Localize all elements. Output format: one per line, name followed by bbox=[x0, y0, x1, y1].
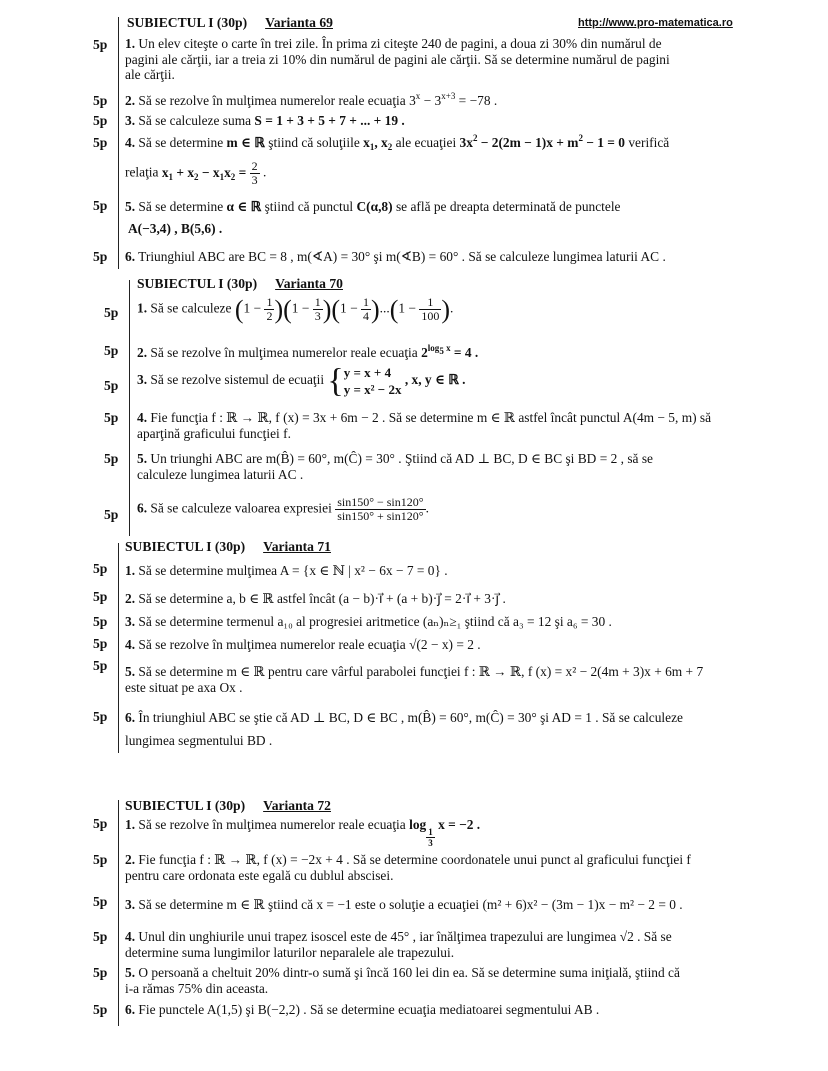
points-label: 5p bbox=[93, 1002, 108, 1017]
points-label: 5p bbox=[104, 507, 119, 522]
problem-6-text: 6. În triunghiul ABC se ştie că AD ⊥ BC, D ∈ BC , m(B̂) = 60°, m(Ĉ) = 30° şi AD = 1 . Să se calculeze lungimea segmentului BD . bbox=[125, 710, 683, 748]
problem-4-text: 4. Să se determine m ∈ ℝ ştiind că soluţiile $x_1$, $x_2$ ale ecuaţiei $3x^2 - 2(2m - 1)x + m^2 - 1 = 0$ verifică bbox=[125, 133, 670, 152]
points-label: 5p bbox=[104, 305, 119, 320]
problem-2-text: 2. Să se determine a, b ∈ ℝ astfel încât (a − b)·i⃗ + (a + b)·j⃗ = 2·i⃗ + 3·j⃗ . bbox=[125, 591, 506, 606]
problem-2-text: 2. Să se rezolve în mulţimea numerelor reale ecuaţia $2^{log_5 x} = 4$ . bbox=[137, 343, 479, 360]
points-label: 5p bbox=[93, 249, 108, 264]
points-label: 5p bbox=[93, 561, 108, 576]
section-header-v72 bbox=[125, 798, 331, 814]
points-label: 5p bbox=[93, 658, 108, 673]
problem-5-text: 5. Să se determine α ∈ ℝ ştiind că punctul C(α,8) se află pe dreapta determinată de punctele bbox=[125, 199, 621, 214]
points-label: 5p bbox=[104, 451, 119, 466]
points-label: 5p bbox=[104, 410, 119, 425]
points-label: 5p bbox=[104, 343, 119, 358]
problem-3-text: 3. Să se determine termenul a₁₀ al progresiei aritmetice (aₙ)ₙ≥₁ ştiind că a₃ = 12 şi a₆ = 30 . bbox=[125, 614, 612, 629]
problem-4-relation: relaţia $x_1 + x_2 - x_1x_2$ = $\frac{2}{3}$ . bbox=[125, 159, 267, 187]
problem-5-text: 5. O persoană a cheltuit 20% dintr-o sumă şi încă 160 lei din ea. Să se determine suma iniţială, ştiind că i-a rămas 75% din aceasta. bbox=[125, 965, 680, 996]
problem-4-text: 4. Unul din unghiurile unui trapez isoscel este de 45° , iar înălţimea trapezului are lungimea √2 . Să se determine suma lungimilor laturilor neparalele ale trapezului. bbox=[125, 929, 672, 960]
problem-2-text: 2. Fie funcţia f : ℝ → ℝ, f (x) = −2x + 4 . Să se determine coordonatele unui punct al graficului funcţiei f pentru care ordonata este egală cu dublul abscisei. bbox=[125, 852, 691, 883]
problem-1-text: 1. Să se determine mulţimea A = {x ∈ ℕ | x² − 6x − 7 = 0} . bbox=[125, 563, 448, 578]
margin-rule bbox=[118, 800, 119, 1026]
points-label: 5p bbox=[93, 135, 108, 150]
points-label: 5p bbox=[93, 709, 108, 724]
points-label: 5p bbox=[93, 636, 108, 651]
problem-1-text: 1. Să se calculeze (1 − $\frac{1}{2}$ )(1 − $\frac{1}{3}$ )(1 − $\frac{1}{4}$ )...(1 − $\frac{1}{100}$ ). bbox=[137, 294, 454, 324]
problem-5-text: 5. Un triunghi ABC are m(B̂) = 60°, m(Ĉ) = 30° . Ştiind că AD ⊥ BC, D ∈ BC şi BD = 2 , să se calculeze lungimea laturii AC . bbox=[137, 451, 653, 482]
problem-3-text: 3. Să se rezolve sistemul de ecuaţii {y = x + 4 y = x² − 2x , x, y ∈ ℝ . bbox=[137, 362, 466, 400]
points-label: 5p bbox=[93, 37, 108, 52]
source-url: http://www.pro-matematica.ro bbox=[578, 17, 733, 29]
section-header-v69 bbox=[127, 15, 333, 31]
variant-label: Varianta 69 bbox=[265, 15, 333, 30]
points-label: 5p bbox=[93, 816, 108, 831]
points-label: 5p bbox=[93, 852, 108, 867]
points-label: 5p bbox=[93, 113, 108, 128]
problem-5-text: 5. Să se determine m ∈ ℝ pentru care vârful parabolei funcţiei f : ℝ → ℝ, f (x) = x² − 2(4m + 3)x + 6m + 7 este situat pe axa Ox . bbox=[125, 664, 704, 695]
points-label: 5p bbox=[93, 198, 108, 213]
points-label: 5p bbox=[93, 929, 108, 944]
variant-label: Varianta 71 bbox=[263, 539, 331, 554]
section-header-v70 bbox=[137, 276, 343, 292]
problem-3-text: 3. Să se calculeze suma S = 1 + 3 + 5 + 7 + ... + 19 . bbox=[125, 113, 405, 128]
problem-1-text: 1. Un elev citeşte o carte în trei zile. În prima zi citeşte 240 de pagini, a doua zi 30% din numărul de pagini ale cărţii, iar a treia zi 10% din numărul de pagini ale cărţii. Să se determine numărul de pagini ale cărţii. bbox=[125, 36, 670, 82]
points-label: 5p bbox=[93, 589, 108, 604]
variant-label: Varianta 70 bbox=[275, 276, 343, 291]
points-label: 5p bbox=[93, 965, 108, 980]
problem-3-text: 3. Să se determine m ∈ ℝ ştiind că x = −1 este o soluţie a ecuaţiei (m² + 6)x² − (3m − 1)x − m² − 2 = 0 . bbox=[125, 897, 683, 912]
problem-4-text: 4. Să se rezolve în mulţimea numerelor reale ecuaţia √(2 − x) = 2 . bbox=[125, 637, 481, 652]
problem-6-text: 6. Triunghiul ABC are BC = 8 , m(∢A) = 30° şi m(∢B) = 60° . Să se calculeze lungimea laturii AC . bbox=[125, 249, 666, 264]
problem-2-text: 2. Să se rezolve în mulţimea numerelor reale ecuaţia $3^x - 3^{x+3} = -78$ . bbox=[125, 91, 498, 108]
variant-label: Varianta 72 bbox=[263, 798, 331, 813]
points-label: 5p bbox=[104, 378, 119, 393]
points-label: 5p bbox=[93, 614, 108, 629]
section-title: SUBIECTUL I (30p) bbox=[125, 539, 246, 554]
section-title: SUBIECTUL I (30p) bbox=[125, 798, 246, 813]
points-label: 5p bbox=[93, 894, 108, 909]
section-title: SUBIECTUL I (30p) bbox=[127, 15, 248, 30]
problem-1-text: 1. Să se rezolve în mulţimea numerelor reale ecuaţia log $_{\frac{1}{3}}$ x = −2 . bbox=[125, 817, 481, 848]
section-header-v71 bbox=[125, 539, 331, 555]
problem-6-text: 6. Să se calculeze valoarea expresiei $\frac{\sin 150^\circ - \sin 120^\circ}{\sin 150^\circ + \sin 120^\circ}$ . bbox=[137, 495, 429, 523]
problem-6-text: 6. Fie punctele A(1,5) şi B(−2,2) . Să se determine ecuaţia mediatoarei segmentului AB . bbox=[125, 1002, 600, 1017]
problem-5-points: A(−3,4) , B(5,6) . bbox=[128, 221, 223, 236]
section-title: SUBIECTUL I (30p) bbox=[137, 276, 258, 291]
problem-4-text: 4. Fie funcţia f : ℝ → ℝ, f (x) = 3x + 6m − 2 . Să se determine m ∈ ℝ astfel încât punctul A(4m − 5, m) să aparţină graficului funcţiei f. bbox=[137, 410, 712, 441]
points-label: 5p bbox=[93, 93, 108, 108]
